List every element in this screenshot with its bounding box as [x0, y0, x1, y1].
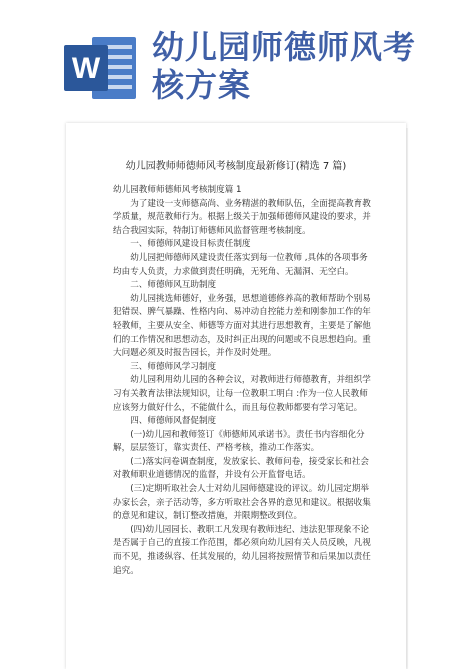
document-line: 均由专人负责，力求做到责任明确，无死角、无漏洞、无空白。 [113, 266, 354, 277]
document-line: 应该努力做好什么，不能做什么，而且每位教师都要有学习笔记。 [113, 402, 363, 413]
document-line: 的意见和建议，制订整改措施，并限期整改到位。 [113, 511, 303, 522]
document-line: 一、师德师风建设目标责任制度 [113, 239, 251, 250]
document-line: 三、师德师风学习制度 [113, 361, 217, 372]
document-line: 幼儿园把师德师风建设责任落实到每一位教师 ,具体的各项事务 [113, 252, 368, 263]
document-line: 学质量，规范教师行为。根据上级关于加强师德师风建设的要求，并 [113, 212, 371, 223]
document-line: 对教师职业道德情况的监督，并设有公开监督电话。 [113, 470, 311, 481]
document-title: 幼儿园教师师德师风考核制度最新修订(精选 7 篇) [125, 161, 347, 172]
document-line: 大问题必须及时报告园长，并作及时处理。 [113, 348, 277, 359]
document-line: 二、师德师风互助制度 [113, 280, 217, 291]
document-line: 办家长会，亲子活动等，多方听取社会各界的意见和建议。根据收集 [113, 497, 371, 508]
document-line: 幼儿园利用幼儿园的各种会议，对教师进行师德教育，并组织学 [113, 375, 371, 386]
document-line: 结合我园实际，特制订师德师风监督管理考核制度。 [113, 225, 311, 236]
document-line: 四、师德师风督促制度 [113, 416, 217, 427]
document-line: (一)幼儿园和教师签订《师德师风承诺书》。责任书内容细化分 [113, 429, 365, 440]
document-page [66, 123, 406, 669]
document-line: 习有关教育法律法规知识，让每一位教职工明白 :作为一位人民教师 [113, 388, 368, 399]
logo-letter: W [71, 52, 101, 85]
document-line: 为了建设一支师德高尚、业务精湛的教师队伍，全面提高教育教 [113, 198, 371, 209]
document-body [113, 184, 371, 578]
document-line: 幼儿园挑选师德好，业务强，思想道德修养高的教师帮助个别易 [113, 293, 371, 304]
document-line: 们的工作情况和思想动态，及时纠正出现的问题或不良思想趋向。重 [113, 334, 371, 345]
document-line: 解，层层签订，靠实责任、严格考核，推动工作落实。 [113, 443, 320, 454]
banner-title-line1: 幼儿园师德师风考 [152, 28, 417, 66]
document-line: 犯错误、脾气暴躁、性格内向、易冲动自控能力差和刚参加工作的年 [113, 307, 371, 318]
document-line: (三)定期听取社会人士对幼儿园师德建设的评议。幼儿园定期举 [113, 484, 369, 495]
word-icon [62, 33, 138, 103]
document-line: 轻教师，主要从安全、师德等方面对其进行思想教育，主要是了解他 [113, 320, 371, 331]
document-line: (二)落实问卷调查制度，发放家长、教师问卷，接受家长和社会 [113, 456, 369, 467]
banner-title [152, 28, 452, 104]
document-line: (四)幼儿园园长、教职工凡发现有教师违纪、违法犯罪现象不论 [113, 524, 369, 535]
document-line: 追究。 [113, 565, 139, 576]
banner-title-line2: 核方案 [152, 66, 252, 104]
document-line: 是否属于自己的直接工作范围，都必须向幼儿园有关人员反映，凡视 [113, 538, 371, 549]
banner [0, 0, 474, 120]
document-line: 而不见，推诿纵容、任其发展的，幼儿园将按照情节和后果加以责任 [113, 552, 371, 563]
document-line: 幼儿园教师师德师风考核制度篇 1 [113, 185, 242, 195]
